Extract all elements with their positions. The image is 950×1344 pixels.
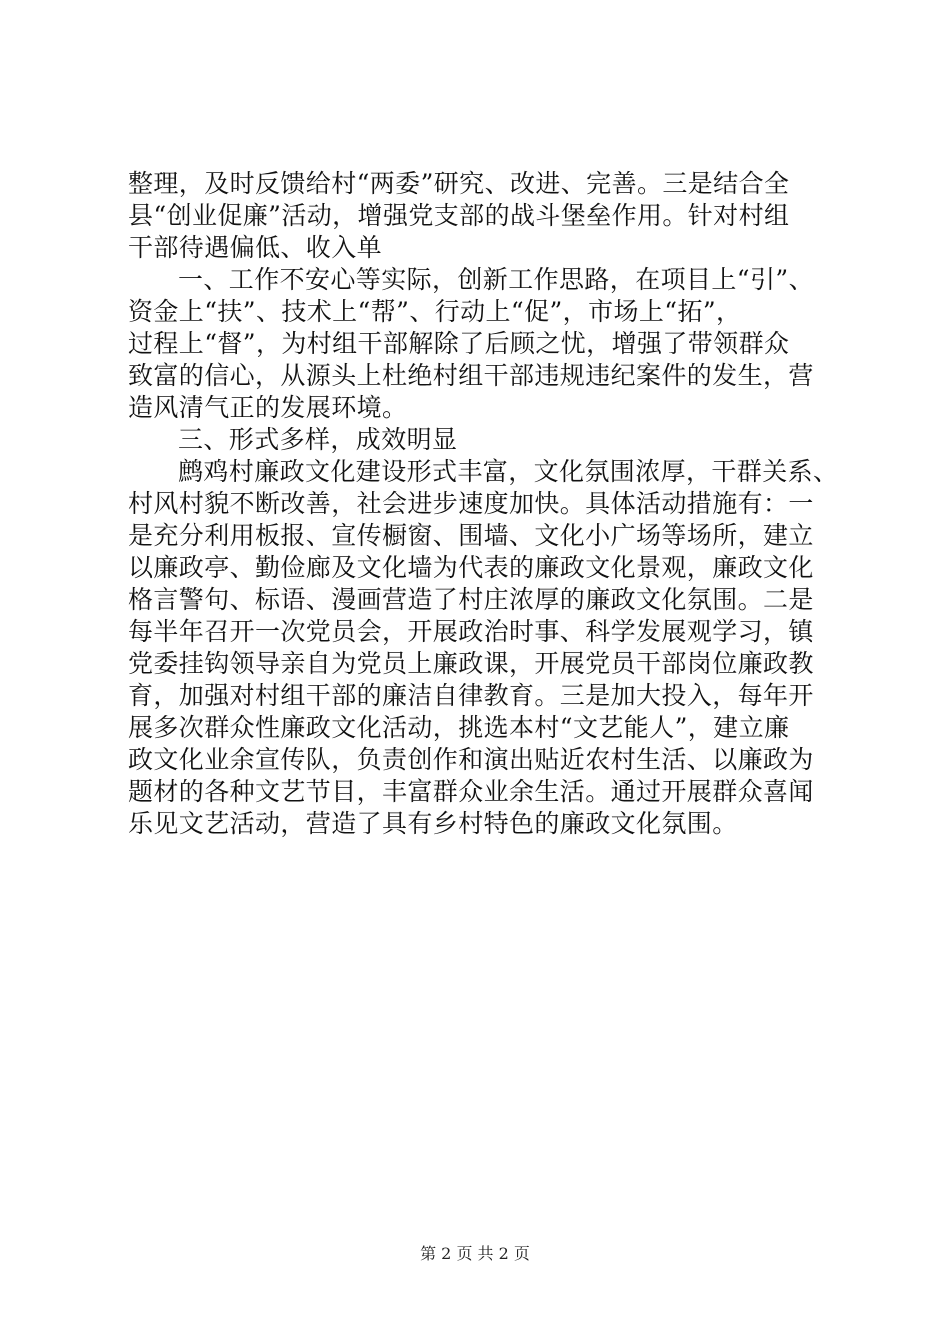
text-line: 一、工作不安心等实际，创新工作思路，在项目上“引”、 — [178, 265, 814, 294]
text-line: 是充分利用板报、宣传橱窗、围墙、文化小广场等场所，建立 — [128, 521, 814, 550]
text-line: 资金上“扶”、技术上“帮”、行动上“促”，市场上“拓”， — [128, 297, 742, 326]
text-line: 造风清气正的发展环境。 — [128, 393, 408, 422]
text-line: 村风村貌不断改善，社会进步速度加快。具体活动措施有：一 — [128, 489, 814, 518]
text-line: 县“创业促廉”活动，增强党支部的战斗堡垒作用。针对村组 — [128, 201, 790, 230]
text-line: 政文化业余宣传队，负责创作和演出贴近农村生活、以廉政为 — [128, 745, 814, 774]
text-line: 每半年召开一次党员会，开展政治时事、科学发展观学习，镇 — [128, 617, 814, 646]
text-line: 以廉政亭、勤俭廊及文化墙为代表的廉政文化景观，廉政文化 — [128, 553, 814, 582]
text-line: 育，加强对村组干部的廉洁自律教育。三是加大投入，每年开 — [128, 681, 814, 710]
text-line: 题材的各种文艺节目，丰富群众业余生活。通过开展群众喜闻 — [128, 777, 814, 806]
text-line: 干部待遇偏低、收入单 — [128, 233, 383, 262]
section-heading: 三、形式多样，成效明显 — [178, 425, 458, 454]
text-line: 乐见文艺活动，营造了具有乡村特色的廉政文化氛围。 — [128, 809, 738, 838]
text-line: 格言警句、标语、漫画营造了村庄浓厚的廉政文化氛围。二是 — [128, 585, 814, 614]
text-line: 党委挂钩领导亲自为党员上廉政课，开展党员干部岗位廉政教 — [128, 649, 814, 678]
document-body — [128, 168, 839, 840]
text-line: 致富的信心，从源头上杜绝村组干部违规违纪案件的发生，营 — [128, 361, 814, 390]
text-line: 展多次群众性廉政文化活动，挑选本村“文艺能人”，建立廉 — [128, 713, 790, 742]
text-line: 鹧鸡村廉政文化建设形式丰富，文化氛围浓厚，干群关系、 — [178, 457, 839, 486]
page-number: 第 2 页 共 2 页 — [420, 1244, 530, 1263]
text-line: 整理，及时反馈给村“两委”研究、改进、完善。三是结合全 — [128, 169, 790, 198]
text-line: 过程上“督”，为村组干部解除了后顾之忧，增强了带领群众 — [128, 329, 790, 358]
